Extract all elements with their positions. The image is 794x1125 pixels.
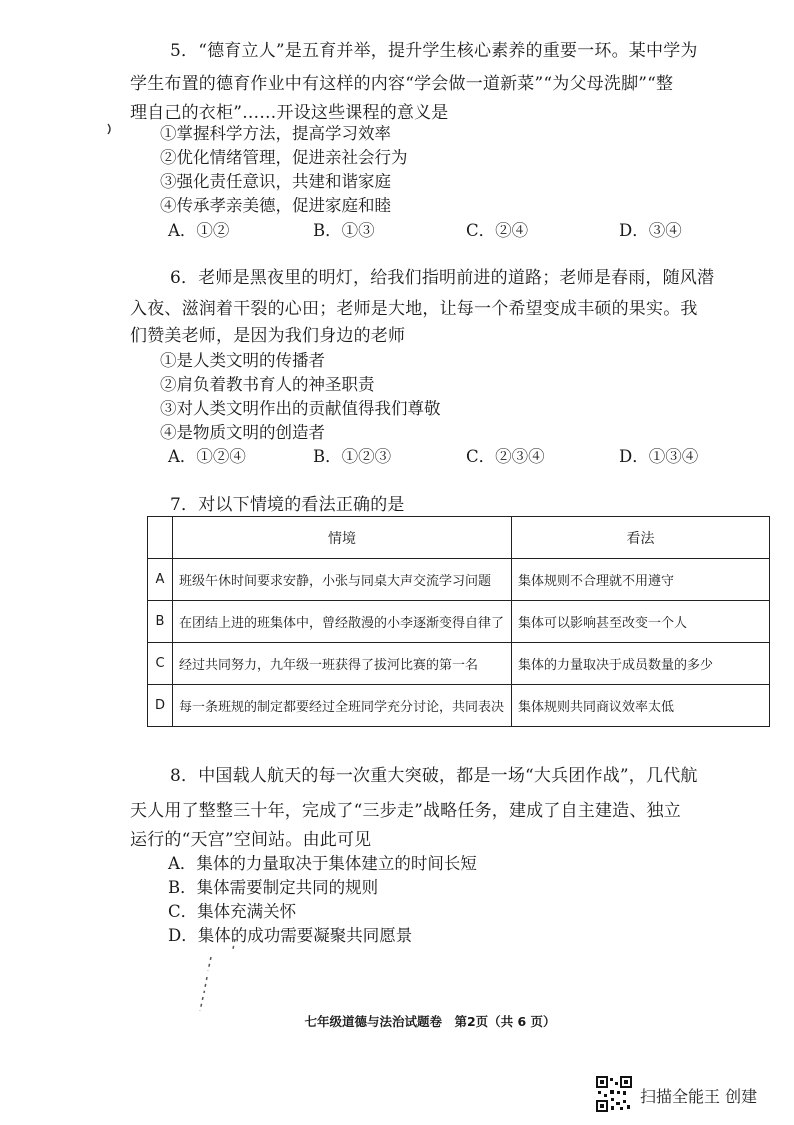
- q6-stem-line-1: 6．老师是黑夜里的明灯，给我们指明前进的道路；老师是春雨，随风潜: [170, 268, 715, 288]
- q8-option-d[interactable]: D．集体的成功需要凝聚共同愿景: [168, 926, 413, 945]
- scan-mark-left: [106, 122, 114, 136]
- q5-stem-line-3: 理自己的衣柜”……开设这些课程的意义是: [130, 103, 449, 123]
- q7-stem: 7．对以下情境的看法正确的是: [170, 495, 405, 515]
- row-situation: 每一条班规的制定都要经过全班同学充分讨论，共同表决: [173, 685, 512, 727]
- q8-option-a[interactable]: A．集体的力量取决于集体建立的时间长短: [168, 854, 477, 873]
- q6-choice-c[interactable]: C．②③④: [466, 447, 545, 466]
- table-header-situation: 情境: [173, 517, 512, 559]
- qr-code-icon: [596, 1076, 632, 1112]
- situation-table: [147, 516, 770, 727]
- q6-statement-1: ①是人类文明的传播者: [160, 351, 325, 370]
- table-row[interactable]: [148, 559, 770, 601]
- row-situation: 班级午休时间要求安静，小张与同桌大声交流学习问题: [173, 559, 512, 601]
- q6-choice-b[interactable]: B．①②③: [313, 447, 392, 466]
- row-letter: A: [148, 559, 173, 601]
- q5-choice-a[interactable]: A．①②: [168, 221, 230, 240]
- q5-statement-2: ②优化情绪管理，促进亲社会行为: [160, 148, 408, 167]
- q5-choice-d[interactable]: D．③④: [619, 221, 682, 240]
- q5-choices: [168, 220, 728, 242]
- row-view: 集体的力量取决于成员数量的多少: [512, 643, 770, 685]
- q5-statement-3: ③强化责任意识，共建和谐家庭: [160, 172, 391, 191]
- q8-stem-line-2: 天人用了整整三十年，完成了“三步走”战略任务，建成了自主建造、独立: [130, 801, 681, 821]
- row-letter: C: [148, 643, 173, 685]
- q8-stem-line-1: 8．中国载人航天的每一次重大突破，都是一场“大兵团作战”，几代航: [170, 766, 698, 786]
- q6-choice-a[interactable]: A．①②④: [168, 447, 246, 466]
- q5-stem-line-1: 5．“德育立人”是五育并举，提升学生核心素养的重要一环。某中学为: [170, 41, 698, 61]
- table-row[interactable]: [148, 601, 770, 643]
- q5-statement-1: ①掌握科学方法，提高学习效率: [160, 124, 391, 143]
- q6-choices: [168, 446, 728, 468]
- table-row[interactable]: [148, 685, 770, 727]
- q6-statement-2: ②肩负着教书育人的神圣职责: [160, 375, 375, 394]
- row-letter: D: [148, 685, 173, 727]
- q6-stem-line-2: 入夜、滋润着干裂的心田；老师是大地，让每一个希望变成丰硕的果实。我: [130, 299, 698, 319]
- q8-stem-line-3: 运行的“天宫”空间站。由此可见: [130, 830, 372, 850]
- q6-stem-line-3: 们赞美老师，是因为我们身边的老师: [130, 326, 406, 346]
- row-letter: B: [148, 601, 173, 643]
- row-view: 集体可以影响甚至改变一个人: [512, 601, 770, 643]
- q5-choice-c[interactable]: C．②④: [466, 221, 529, 240]
- row-view: 集体规则共同商议效率太低: [512, 685, 770, 727]
- table-header-blank: [148, 517, 173, 559]
- scan-mark: [195, 935, 245, 1015]
- q6-choice-d[interactable]: D．①③④: [619, 447, 699, 466]
- page-footer: 七年级道德与法治试题卷 第2页（共 6 页）: [304, 1014, 556, 1029]
- scanner-label: 扫描全能王 创建: [640, 1087, 758, 1106]
- table-header-view: 看法: [512, 517, 770, 559]
- q8-option-c[interactable]: C．集体充满关怀: [168, 902, 297, 921]
- q8-option-b[interactable]: B．集体需要制定共同的规则: [168, 878, 379, 897]
- row-view: 集体规则不合理就不用遵守: [512, 559, 770, 601]
- row-situation: 经过共同努力，九年级一班获得了拔河比赛的第一名: [173, 643, 512, 685]
- q6-statement-3: ③对人类文明作出的贡献值得我们尊敬: [160, 399, 441, 418]
- q5-stem-line-2: 学生布置的德育作业中有这样的内容“学会做一道新菜”“为父母洗脚”“整: [130, 74, 674, 94]
- q6-statement-4: ④是物质文明的创造者: [160, 423, 325, 442]
- q5-statement-4: ④传承孝亲美德，促进家庭和睦: [160, 196, 391, 215]
- table-row[interactable]: [148, 643, 770, 685]
- row-situation: 在团结上进的班集体中，曾经散漫的小李逐渐变得自律了: [173, 601, 512, 643]
- table-header-row: [148, 517, 770, 559]
- q5-choice-b[interactable]: B．①③: [313, 221, 375, 240]
